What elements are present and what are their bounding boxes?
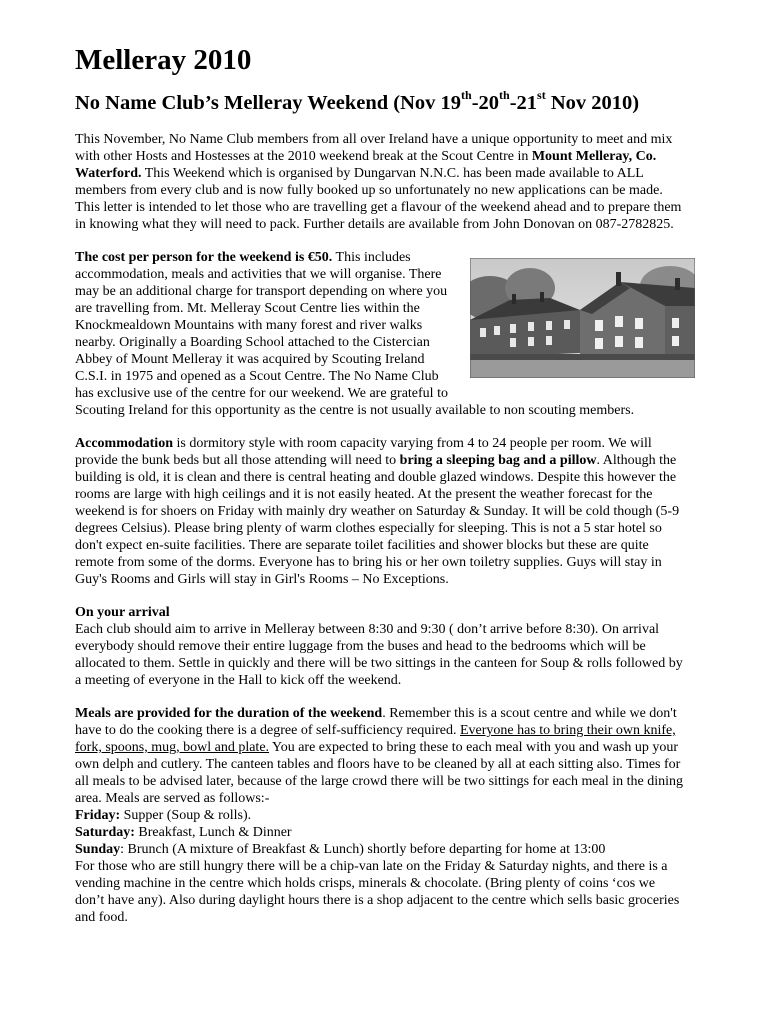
- cost-section: The cost per person for the weekend is €50. This includes accommodation, meals and activities that we will organise. There may be an additional charge for transport depending on where you are travelling from. Mt. Melleray Scout Centre lies within the Knockmealdown Mountains with many forest and river walks nearby. Originally a Boarding School attached to the Cistercian Abbey of Mount Melleray it was acquired by Scouting Ireland C.S.I. in 1975 and opened as a Scout Centre. The No Name Club has exclusive use of the centre for our weekend. We are grateful to Scouting Ireland for this opportunity as the centre is not usually available to non scouting members.: [75, 249, 695, 419]
- scout-centre-photo: [470, 258, 695, 378]
- arrival-heading: On your arrival: [75, 605, 170, 620]
- arrival-paragraph: On your arrival Each club should aim to arrive in Melleray between 8:30 and 9:30 ( don’t arrive before 8:30). On arrival everybody should remove their entire luggage from the buses and head to the bedrooms which will be allocated to them. Settle in quickly and there will be two sittings in the canteen for Soup & rolls followed by a meeting of everyone in the Hall to kick off the weekend.: [75, 604, 695, 689]
- sunday-meal-line: Sunday: Brunch (A mixture of Breakfast & Lunch) shortly before departing for home at 13:00: [75, 842, 606, 857]
- accommodation-paragraph: Accommodation is dormitory style with room capacity varying from 4 to 24 people per room. We will provide the bunk beds but all those attending will need to bring a sleeping bag and a pillow. Although the building is old, it is clean and there is central heating and double glazed windows. Despite this however the rooms are large with high ceilings and it is not easily heated. At the present the weather forecast for the weekend is for shoers on Friday with mainly dry weather on Saturday & Sunday. It will be cold though (5-9 degrees Celsius). Please bring plenty of warm clothes especially for sleeping. This is not a 5 star hotel so don't expect en-suite facilities. There are separate toilet facilities and shower blocks but these are quite remote from some of the dorms. Everyone has to bring his or her own toiletry supplies. Guys will stay in Guy's Rooms and Girls will stay in Girl's Rooms – No Exceptions.: [75, 436, 680, 587]
- document-subtitle: No Name Club’s Melleray Weekend (Nov 19th-20th-21st Nov 2010): [75, 88, 640, 114]
- document-title: Melleray 2010: [75, 44, 252, 76]
- intro-paragraph: This November, No Name Club members from all over Ireland have a unique opportunity to meet and mix with other Hosts and Hostesses at the 2010 weekend break at the Scout Centre in Mount Melleray, Co. Waterford. This Weekend which is organised by Dungarvan N.N.C. has been made available to ALL members from every club and is now fully booked up so unfortunately no new applications can be made. This letter is intended to let those who are travelling get a flavour of the weekend ahead and to prepare them in knowing what they will need to pack. Further details are available from John Donovan on 087-2782825.: [75, 132, 682, 232]
- document-page: [75, 42, 695, 942]
- friday-meal-line: Friday: Supper (Soup & rolls).: [75, 808, 252, 823]
- meals-paragraph: Meals are provided for the duration of the weekend. Remember this is a scout centre and while we don't have to do the cooking there is a degree of self-sufficiency required. Everyone has to bring their own knife, fork, spoons, mug, bowl and plate. You are expected to bring these to each meal with you and wash up your own delph and cutlery. The canteen tables and floors have to be cleaned by all at each sitting also. Times for all meals to be advised later, because of the large crowd there will be two sittings for each meal in the dining area. Meals are served as follows:- Friday: Supper (Soup & rolls). Saturday: Breakfast, Lunch & Dinner Sunday: Brunch (A mixture of Breakfast & Lunch) shortly before departing for home at 13:00 For those who are still hungry there will be a chip-van late on the Friday & Saturday nights, and there is a vending machine in the centre which holds crisps, minerals & chocolate. (Bring plenty of coins ‘cos we don’t have any). Also during daylight hours there is a shop adjacent to the centre which sells basic groceries and food.: [75, 705, 695, 926]
- building-photo-image: [470, 258, 695, 378]
- saturday-meal-line: Saturday: Breakfast, Lunch & Dinner: [75, 825, 292, 840]
